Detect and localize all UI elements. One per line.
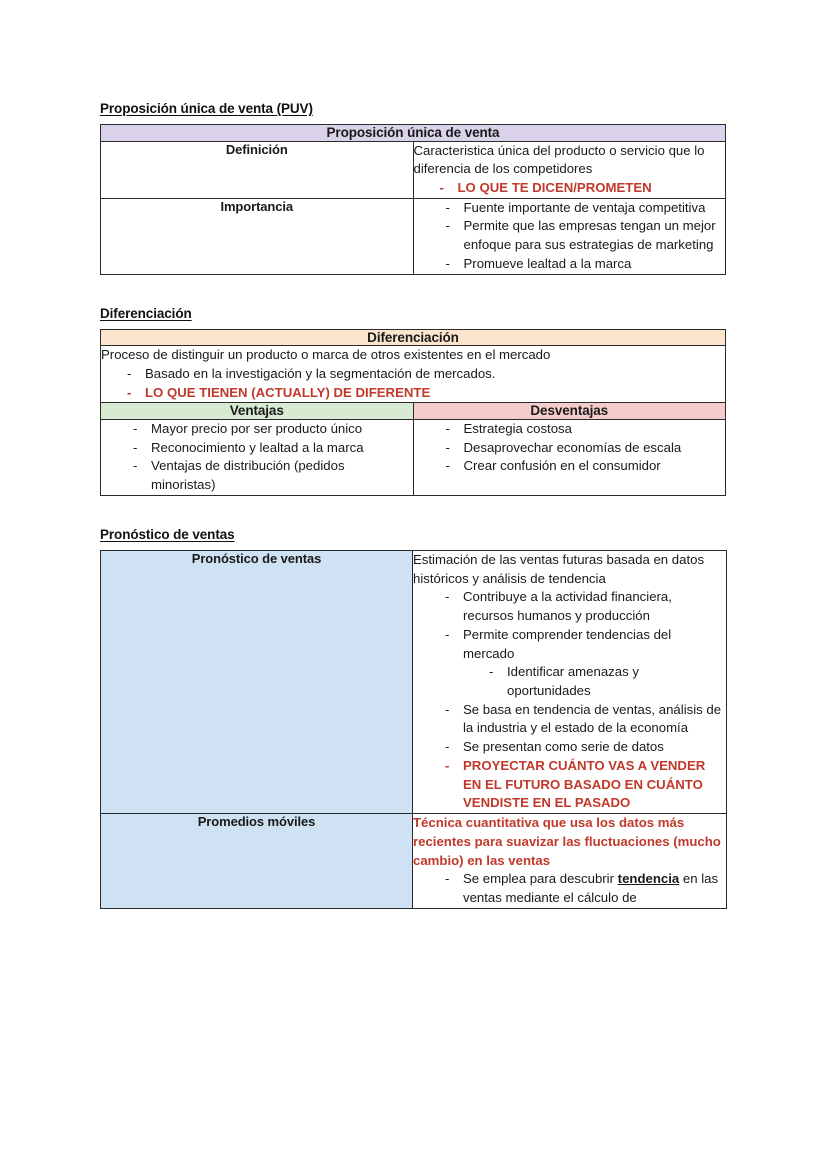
cons-cell: [413, 419, 726, 495]
pros-cell: [101, 419, 414, 495]
list-item: - LO QUE TE DICEN/PROMETEN: [436, 179, 726, 198]
diferenciacion-bullets: [123, 365, 725, 402]
row-label-definicion: Definición: [101, 141, 414, 198]
list-item: [441, 626, 726, 701]
row-label-importancia: Importancia: [101, 198, 414, 274]
list-item: - Identificar amenazas y oportunidades: [485, 663, 726, 700]
list-item: - Fuente importante de ventaja competitiva: [442, 199, 726, 218]
list-item: [441, 870, 726, 907]
table-row: [101, 125, 726, 142]
cons-header: Desventajas: [413, 403, 726, 420]
table-row: [101, 329, 726, 346]
list-item: - LO QUE TIENEN (ACTUALLY) DE DIFERENTE: [123, 384, 725, 403]
list-item: - Desaprovechar economías de escala: [442, 439, 726, 458]
table-row: [101, 403, 726, 420]
table-row: [101, 141, 726, 198]
document-page: [100, 0, 726, 909]
table-row: [101, 419, 726, 495]
pros-list: [129, 420, 413, 495]
table-diferenciacion-header: Diferenciación: [101, 329, 726, 346]
section-heading-puv-label: Proposición única de venta (PUV): [100, 101, 313, 116]
list-item: - Se presentan como serie de datos: [441, 738, 726, 757]
section-heading-diferenciacion: [100, 306, 726, 322]
list-item: - Permite que las empresas tengan un mejor enfoque para sus estrategias de marketing: [442, 217, 726, 254]
table-diferenciacion: [100, 329, 726, 496]
section-heading-puv: [100, 101, 726, 117]
pronostico-bullets: [441, 588, 726, 813]
top-spacer: [100, 0, 726, 101]
list-item: - Promueve lealtad a la marca: [442, 255, 726, 274]
table-pronostico: [100, 550, 727, 909]
table-puv-header: Proposición única de venta: [101, 125, 726, 142]
definicion-bullets: [436, 179, 726, 198]
pronostico-sub-bullets: [485, 663, 726, 700]
row-label-pronostico: Pronóstico de ventas: [101, 550, 413, 813]
section-heading-pronostico: [100, 527, 726, 543]
pronostico-intro-text: Estimación de las ventas futuras basada en datos históricos y análisis de tendencia: [413, 551, 705, 586]
table-row: [101, 550, 727, 813]
diferenciacion-intro-cell: [101, 346, 726, 403]
list-item: - PROYECTAR CUÁNTO VAS A VENDER EN EL FUTURO BASADO EN CUÁNTO VENDISTE EN EL PASADO: [441, 757, 726, 813]
row-body-pronostico: [413, 550, 727, 813]
importancia-bullets: [442, 199, 726, 274]
list-item: - Estrategia costosa: [442, 420, 726, 439]
list-item-part: Se emplea para descubrir: [463, 871, 618, 887]
list-item: - Mayor precio por ser producto único: [129, 420, 413, 439]
list-item: - Basado en la investigación y la segmentación de mercados.: [123, 365, 725, 384]
table-puv: [100, 124, 726, 275]
promedios-moviles-bullets: [441, 870, 726, 907]
row-body-importancia: [413, 198, 726, 274]
row-label-promedios-moviles: Promedios móviles: [101, 814, 413, 909]
list-item-label: Permite comprender tendencias del mercado: [463, 626, 672, 661]
definicion-intro-text: Caracteristica única del producto o servicio que lo diferencia de los competidores: [413, 142, 705, 177]
list-item: - Crear confusión en el consumidor: [442, 457, 726, 476]
section-heading-diferenciacion-label: Diferenciación: [100, 305, 192, 321]
table-row: [101, 198, 726, 274]
diferenciacion-intro-text: Proceso de distinguir un producto o marca de otros existentes en el mercado: [101, 347, 551, 363]
table-row: [101, 346, 726, 403]
section-heading-pronostico-label: Pronóstico de ventas: [100, 526, 235, 542]
list-item-part: en las ventas mediante el cálculo de: [463, 871, 719, 906]
promedios-moviles-intro-text: Técnica cuantitativa que usa los datos más recientes para suavizar las fluctuaciones (mucho cambio) en las ventas: [413, 815, 721, 868]
list-item-emphasis: tendencia: [617, 871, 680, 887]
row-body-definicion: [413, 141, 726, 198]
row-body-promedios-moviles: [413, 814, 727, 909]
table-row: [101, 814, 727, 909]
cons-list: [442, 420, 726, 476]
list-item: - Ventajas de distribución (pedidos minoristas): [129, 457, 413, 494]
list-item: - Reconocimiento y lealtad a la marca: [129, 439, 413, 458]
pros-header: Ventajas: [101, 403, 414, 420]
list-item: - Se basa en tendencia de ventas, análisis de la industria y el estado de la economía: [441, 701, 726, 738]
list-item: - Contribuye a la actividad financiera, recursos humanos y producción: [441, 588, 726, 625]
